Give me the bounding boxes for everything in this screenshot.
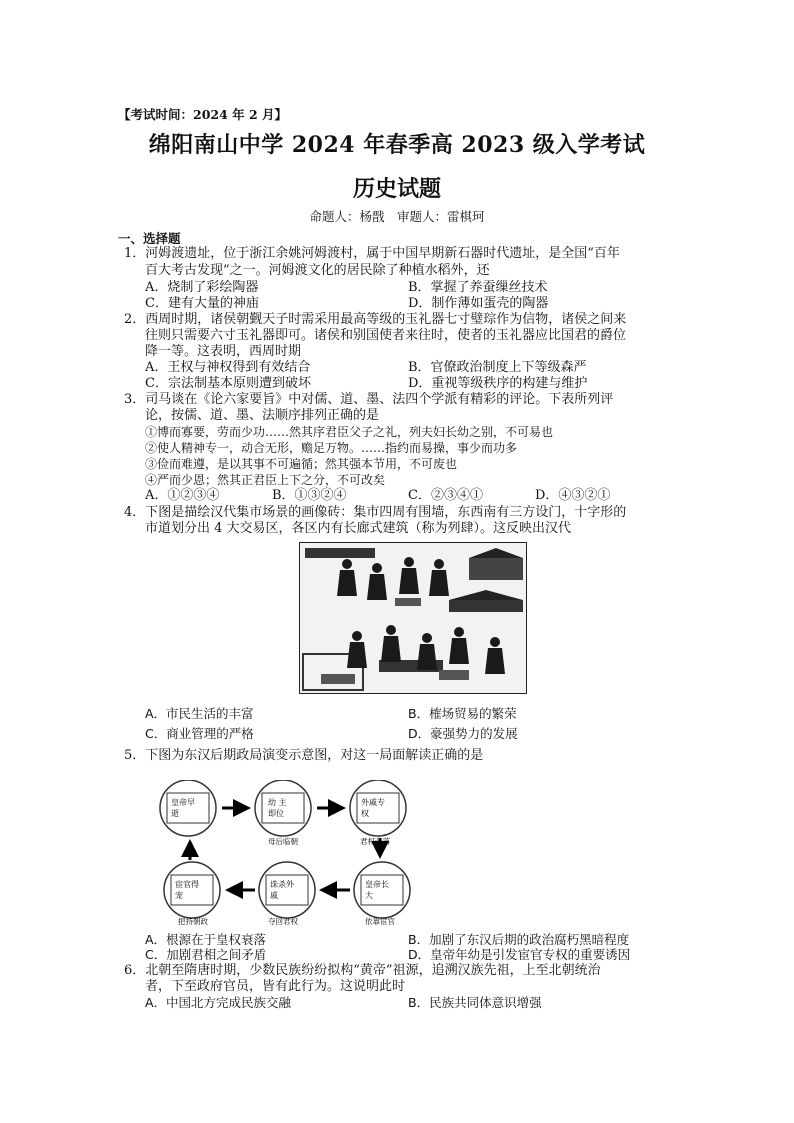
q3-option-d: D．④③②① xyxy=(535,488,611,503)
q5-option-b: B．加剧了东汉后期的政治腐朽黑暗程度 xyxy=(408,932,630,947)
exam-authors: 命题人：杨戬 审题人：雷棋珂 xyxy=(309,209,485,224)
diagram-node-kill-consorts xyxy=(259,862,315,918)
han-market-brick-image xyxy=(299,542,527,694)
q3-option-c: C．②③④① xyxy=(408,488,483,503)
q3-quote-1: ①博而寡要，劳而少功……然其序君臣父子之礼，列夫妇长幼之别，不可易也 xyxy=(145,425,554,439)
q1-option-d: D．制作薄如蛋壳的陶器 xyxy=(408,296,549,311)
exam-time: 【考试时间：2024 年 2 月】 xyxy=(118,107,288,122)
q6-line-1: 6．北朝至隋唐时期，少数民族纷纷拟构“黄帝”祖源，追溯汉族先祖，上至北朝统治 xyxy=(124,963,601,978)
q6-option-b: B．民族共同体意识增强 xyxy=(408,995,542,1010)
q2-option-a: A．王权与神权得到有效结合 xyxy=(145,360,311,375)
diagram-node-eunuch-favor xyxy=(164,862,220,918)
q1-option-a: A．烧制了彩绘陶器 xyxy=(145,280,259,295)
svg-text:外戚专: 外戚专 xyxy=(361,798,385,807)
svg-text:戚: 戚 xyxy=(270,891,278,900)
diagram-edge-label-1: 母后临朝 xyxy=(268,837,298,846)
q3-line-2: 论，按儒、道、墨、法顺序排列正确的是 xyxy=(145,408,380,423)
svg-text:皇帝长: 皇帝长 xyxy=(365,880,389,889)
q3-quote-2: ②使人精神专一，动合无形，赡足万物。……指约而易操，事少而功多 xyxy=(145,441,518,455)
q6-option-a: A．中国北方完成民族交融 xyxy=(145,995,292,1010)
svg-text:权: 权 xyxy=(361,809,369,818)
q3-option-b: B．①③②④ xyxy=(272,488,347,503)
q3-line-1: 3．司马谈在《论六家要旨》中对儒、道、墨、法四个学派有精彩的评论。下表所列评 xyxy=(124,392,614,407)
diagram-edge-label-4: 夺回君权 xyxy=(268,917,298,925)
diagram-node-early-death xyxy=(160,780,216,836)
svg-text:宦官得: 宦官得 xyxy=(175,880,199,889)
diagram-edge-label-2: 君权旁落 xyxy=(360,837,390,846)
diagram-edge-label-5: 把持朝政 xyxy=(178,917,208,925)
q2-line-1: 2．西周时期，诸侯朝觐天子时需采用最高等级的玉礼器七寸璧琮作为信物，诸侯之间来 xyxy=(124,312,627,327)
exam-subtitle: 历史试题 xyxy=(352,176,441,202)
q3-option-a: A．①②③④ xyxy=(145,488,220,503)
svg-text:幼 主: 幼 主 xyxy=(268,798,287,807)
q2-line-3: 降一等。这表明，西周时期 xyxy=(145,344,302,359)
q1-line-1: 1．河姆渡遗址，位于浙江余姚河姆渡村，属于中国早期新石器时代遗址，是全国“百年 xyxy=(124,246,620,261)
q6-line-2: 者，下至政府官员，皆有此行为。这说明此时 xyxy=(145,979,406,994)
svg-text:即位: 即位 xyxy=(268,809,284,818)
eastern-han-politics-diagram xyxy=(150,780,440,925)
q1-option-b: B．掌握了养蚕缫丝技术 xyxy=(408,280,548,295)
diagram-node-emperor-grown xyxy=(354,862,410,918)
diagram-node-1-text: 皇帝早 xyxy=(171,798,195,807)
q5-line-1: 5．下图为东汉后期政局演变示意图，对这一局面解读正确的是 xyxy=(124,748,484,763)
q2-option-b: B．官僚政治制度上下等级森严 xyxy=(408,360,587,375)
q2-option-c: C．宗法制基本原则遭到破坏 xyxy=(145,376,311,391)
exam-title: 绵阳南山中学 2024 年春季高 2023 级入学考试 xyxy=(148,132,646,158)
q3-quote-3: ③俭而难遵，是以其事不可遍循；然其强本节用，不可废也 xyxy=(145,457,458,471)
q1-option-c: C．建有大量的神庙 xyxy=(145,296,259,311)
q4-line-2: 市道划分出 4 大交易区，各区内有长廊式建筑（称为列肆）。这反映出汉代 xyxy=(145,521,572,536)
q5-option-d: D．皇帝年幼是引发宦官专权的重要诱因 xyxy=(408,947,631,962)
q4-option-d: D．豪强势力的发展 xyxy=(408,726,518,741)
q4-option-c: C．商业管理的严格 xyxy=(145,726,254,741)
q5-option-c: C．加剧君相之间矛盾 xyxy=(145,947,267,962)
q2-option-d: D．重视等级秩序的构建与维护 xyxy=(408,376,588,391)
svg-text:大: 大 xyxy=(365,891,373,900)
q4-option-a: A．市民生活的丰富 xyxy=(145,706,254,721)
diagram-node-consort-power xyxy=(350,780,406,836)
svg-text:逝: 逝 xyxy=(171,809,179,818)
q1-line-2: 百大考古发现”之一。河姆渡文化的居民除了种植水稻外，还 xyxy=(145,263,490,278)
svg-text:宠: 宠 xyxy=(175,891,183,900)
svg-text:诛杀外: 诛杀外 xyxy=(270,880,294,889)
q5-option-a: A．根源在于皇权衰落 xyxy=(145,932,267,947)
q4-line-1: 4．下图是描绘汉代集市场景的画像砖：集市四周有围墙，东西南有三方设门，十字形的 xyxy=(124,505,627,520)
diagram-node-young-ruler xyxy=(255,780,311,836)
diagram-edge-label-3: 依靠宦官 xyxy=(365,917,395,925)
q4-option-b: B．榷场贸易的繁荣 xyxy=(408,706,517,721)
q3-quote-4: ④严而少恩；然其正君臣上下之分，不可改矣 xyxy=(145,473,386,487)
q2-line-2: 往则只需要六寸玉礼器即可。诸侯和别国使者来往时，使者的玉礼器应比国君的爵位 xyxy=(145,328,627,343)
section-heading: 一、选择题 xyxy=(118,231,181,246)
